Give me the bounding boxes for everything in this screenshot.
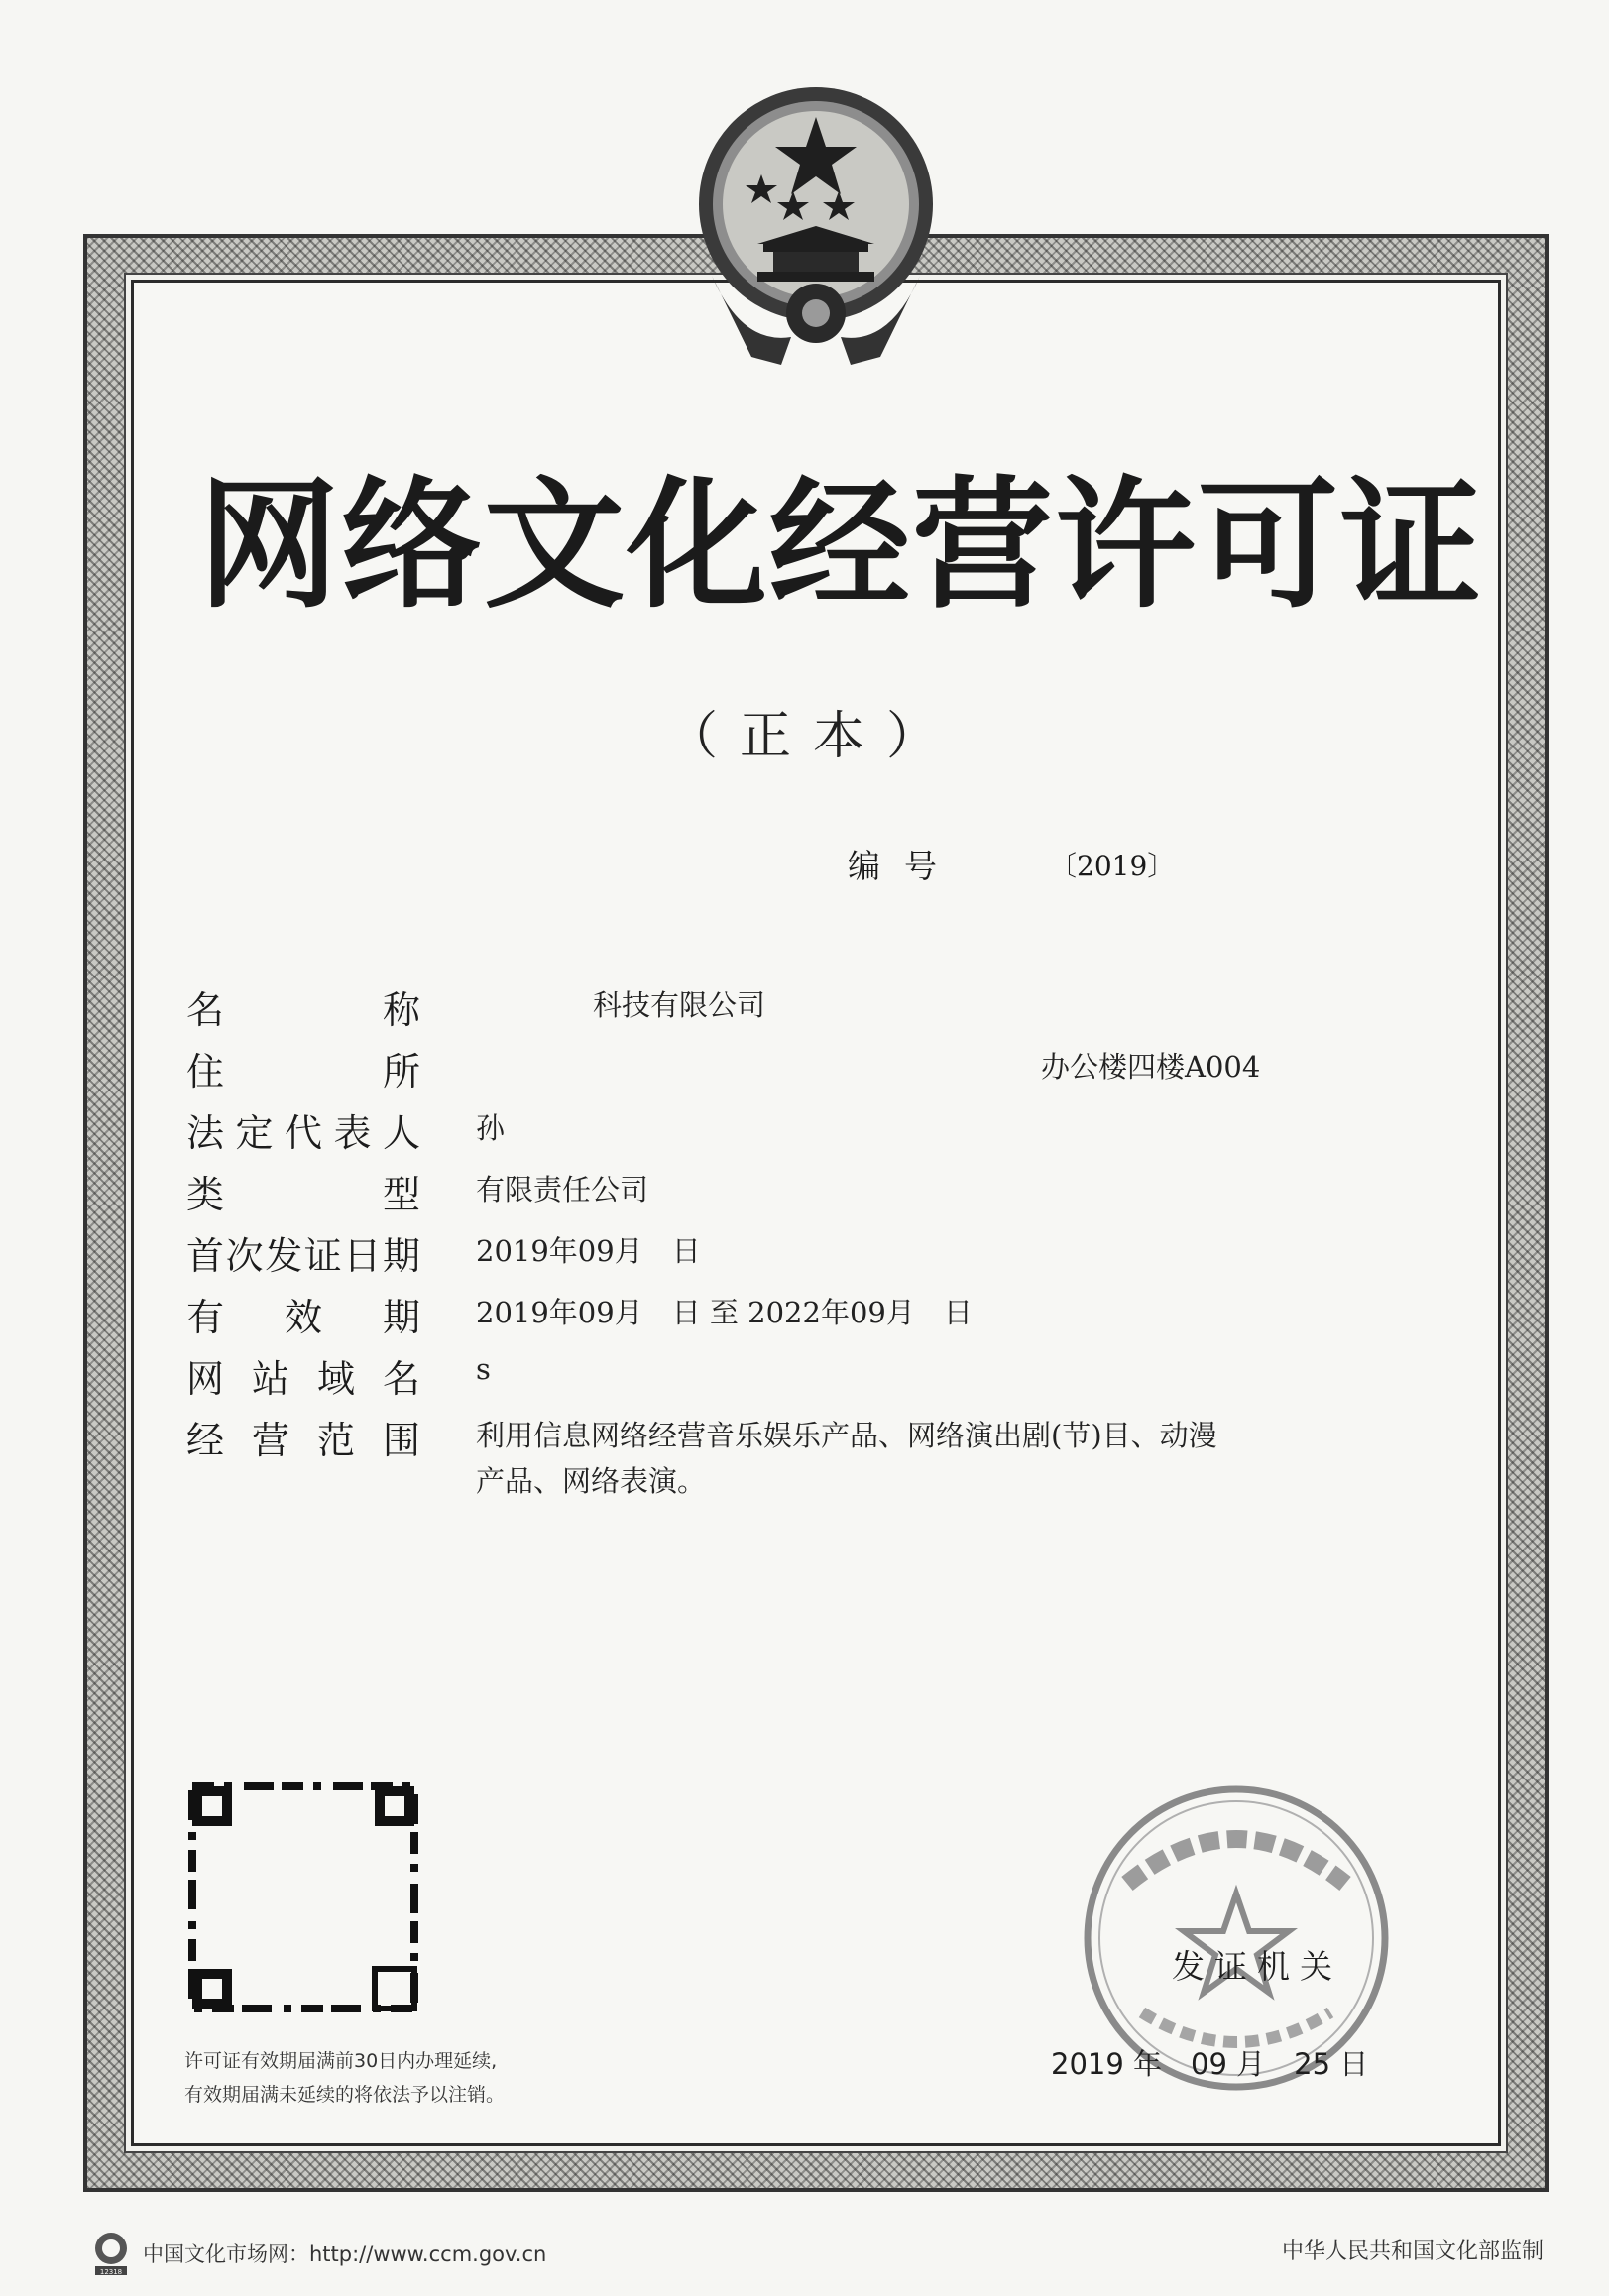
field-label-first-issue-date: 首次发证日期 — [186, 1234, 420, 1278]
field-value-name: 科技有限公司 — [593, 988, 766, 1022]
certificate-subtitle: （正本） — [665, 707, 960, 766]
footer-website-text: 中国文化市场网：http://www.ccm.gov.cn — [143, 2242, 547, 2266]
field-value-scope-line2: 产品、网络表演。 — [476, 1464, 707, 1498]
number-value: 〔2019〕 — [1049, 850, 1176, 882]
national-emblem-icon — [682, 77, 950, 375]
qr-code — [188, 1782, 418, 2012]
field-label-scope: 经营范围 — [186, 1419, 420, 1462]
field-value-validity: 2019年09月 日 至 2022年09月 日 — [476, 1296, 973, 1329]
renewal-note — [184, 2044, 505, 2112]
field-label-validity: 有效期 — [186, 1296, 420, 1339]
market-logo-icon — [89, 2231, 133, 2276]
field-label-domain: 网站域名 — [186, 1357, 420, 1401]
field-label-name: 名称 — [186, 988, 420, 1032]
field-value-type: 有限责任公司 — [476, 1173, 649, 1206]
field-value-legal-rep: 孙 — [476, 1111, 506, 1145]
issuer-label: 发证机关 — [1172, 1947, 1342, 1986]
renewal-note-line1: 许可证有效期届满前30日内办理延续, — [184, 2050, 498, 2072]
field-label-address: 住所 — [186, 1050, 420, 1093]
field-value-scope-line1: 利用信息网络经营音乐娱乐产品、网络演出剧(节)目、动漫 — [476, 1419, 1217, 1452]
field-value-address: 办公楼四楼A004 — [1041, 1050, 1261, 1084]
field-value-domain: s — [476, 1352, 491, 1386]
field-value-first-issue-date: 2019年09月 日 — [476, 1234, 701, 1268]
number-label: 编号 — [848, 847, 961, 885]
field-label-legal-rep: 法定代表人 — [186, 1111, 420, 1155]
footer-supervisor: 中华人民共和国文化部监制 — [1281, 2239, 1544, 2264]
field-label-type: 类型 — [186, 1173, 420, 1216]
certificate-title: 网络文化经营许可证 — [198, 464, 1483, 628]
footer-website — [89, 2231, 546, 2276]
logo-badge-text: 12318 — [99, 2268, 123, 2276]
issue-date: 2019 年 09 月 25 日 — [1051, 2047, 1369, 2081]
renewal-note-line2: 有效期届满未延续的将依法予以注销。 — [184, 2084, 506, 2106]
